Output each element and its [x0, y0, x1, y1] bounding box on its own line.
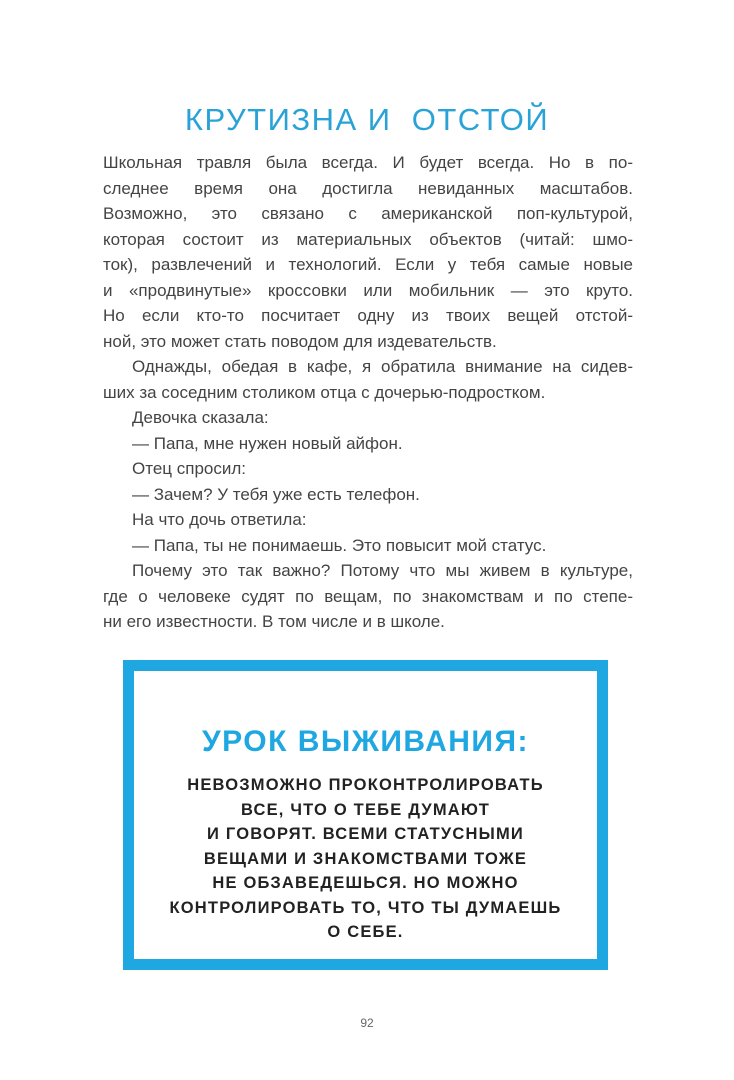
survival-lesson-box [123, 660, 608, 970]
lesson-title: УРОК ВЫЖИВАНИЯ: [201, 725, 530, 758]
text-line: На что дочь ответила: [132, 510, 307, 529]
lesson-line: НЕ ОБЗАВЕДЕШЬСЯ. НО МОЖНО [212, 874, 519, 892]
lesson-line: КОНТРОЛИРОВАТЬ ТО, ЧТО ТЫ ДУМАЕШЬ [169, 898, 562, 917]
lesson-line: НЕВОЗМОЖНО ПРОКОНТРОЛИРОВАТЬ [187, 776, 544, 794]
lesson-line: О СЕБЕ. [327, 923, 404, 941]
text-line: — Папа, мне нужен новый айфон. [132, 433, 403, 453]
text-line: — Папа, ты не понимаешь. Это повысит мой статус. [132, 535, 547, 555]
text-line: Возможно, это связано с американской поп-культурой, [103, 204, 633, 223]
section-heading: КРУТИЗНА И ОТСТОЙ [184, 102, 550, 137]
text-line: ших за соседним столиком отца с дочерью-подростком. [103, 382, 546, 402]
text-line: где о человеке судят по вещам, по знакомствам и по степе- [103, 586, 633, 606]
text-line: Школьная травля была всегда. И будет всегда. Но в по- [103, 153, 633, 172]
text-line: Но если кто-то посчитает одну из твоих вещей отстой- [103, 306, 633, 325]
lesson-text [134, 773, 597, 945]
lesson-line: И ГОВОРЯТ. ВСЕМИ СТАТУСНЫМИ [207, 825, 524, 843]
lesson-line: ВЕЩАМИ И ЗНАКОМСТВАМИ ТОЖЕ [203, 849, 528, 868]
text-line: ток), развлечений и технологий. Если у тебя самые новые [103, 255, 633, 274]
text-line: следнее время она достигла невиданных масштабов. [103, 178, 633, 198]
text-line: ной, это может стать поводом для издевательств. [103, 331, 497, 351]
text-line: которая состоит из материальных объектов (читай: шмо- [103, 229, 633, 249]
text-line: Девочка сказала: [132, 408, 269, 427]
text-line: Почему это так важно? Потому что мы живем в культуре, [132, 561, 633, 580]
text-line: ни его известности. В том числе и в школе. [103, 612, 445, 631]
text-line: — Зачем? У тебя уже есть телефон. [132, 484, 420, 504]
body-text [103, 150, 633, 635]
lesson-line: ВСЕ, ЧТО О ТЕБЕ ДУМАЮТ [241, 800, 490, 819]
text-line: Отец спросил: [132, 459, 246, 478]
page-number: 92 [360, 1016, 374, 1030]
text-line: и «продвинутые» кроссовки или мобильник — это круто. [103, 280, 633, 300]
text-line: Однажды, обедая в кафе, я обратила внимание на сидев- [132, 357, 633, 376]
